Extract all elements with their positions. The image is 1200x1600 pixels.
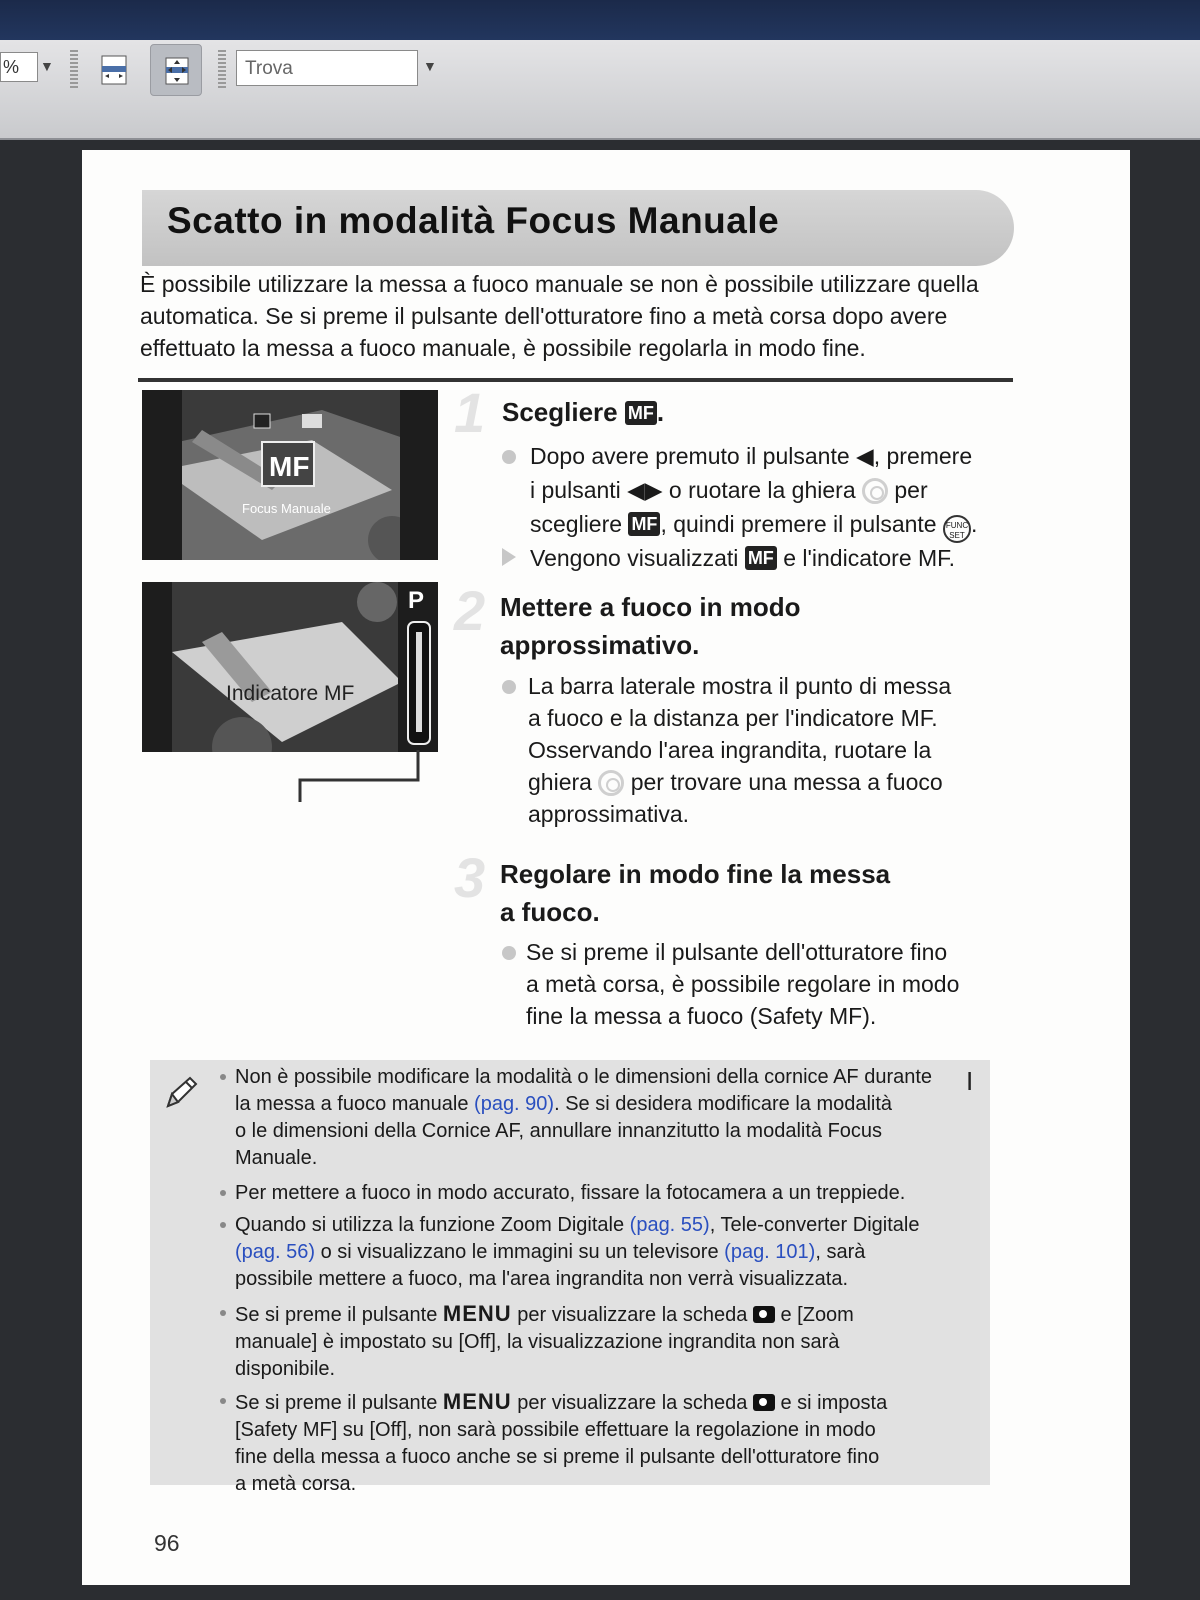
menu-button-label: MENU (442, 1389, 512, 1414)
page-number: 96 (154, 1530, 180, 1556)
pencil-icon (160, 1074, 200, 1114)
fit-width-button[interactable] (88, 44, 140, 96)
step-2-text: La barra laterale mostra il punto di messa a fuoco e la distanza per l'indicatore MF. Osservando l'area ingrandita, ruotare la ghiera per trovare una messa a fuoco approssimativa. (528, 673, 952, 827)
find-input[interactable]: Trova (236, 50, 418, 86)
zoom-field[interactable]: % (0, 52, 38, 82)
note-bullet (220, 1074, 226, 1080)
page-link[interactable]: (pag. 90) (474, 1093, 555, 1115)
step-1-line-3: scegliere MF , quindi premere il pulsante FUNC SET . (530, 508, 977, 543)
menu-button-label: MENU (442, 1301, 512, 1326)
mf-mode-label: MF (269, 451, 310, 482)
note-bullet (220, 1398, 226, 1404)
toolbar-grip[interactable] (218, 50, 226, 90)
page-title: Scatto in modalità Focus Manuale (167, 200, 780, 241)
note-bullet (220, 1190, 226, 1196)
note-af-frame: Non è possibile modificare la modalità o le dimensioni della cornice AF durante la messa a fuoco manuale (pag. 90). Se si desidera modificare la modalità o le dimensioni della Cornice AF, annullare innanzitutto la modalità Focus Manuale. (235, 1066, 933, 1169)
page-link[interactable]: (pag. 56) (235, 1241, 316, 1263)
page-link[interactable]: (pag. 101) (724, 1241, 816, 1263)
intro-paragraph: È possibile utilizzare la messa a fuoco manuale se non è possibile utilizzare quella automatica. Se si preme il pulsante dell'otturatore fino a metà corsa dopo avere effettuato la messa a fuoco manuale, è possibile regolarla in modo fine. (140, 271, 979, 361)
notes-box (150, 1060, 990, 1495)
text-cursor-icon: I (966, 1066, 974, 1096)
camera-screen-mf-menu (142, 390, 438, 560)
mf-indicator-callout: Indicatore MF (226, 682, 355, 705)
camera-tab-icon (753, 1394, 775, 1411)
callout-line (292, 750, 432, 806)
camera-tab-icon (753, 1306, 775, 1323)
mf-icon: MF (628, 512, 660, 536)
mf-icon: MF (745, 546, 777, 570)
note-bullet (220, 1310, 226, 1316)
bullet-dot (502, 946, 516, 960)
step-2-title: Mettere a fuoco in modo approssimativo. (500, 592, 801, 660)
toolbar-grip[interactable] (70, 50, 78, 90)
title-banner (142, 190, 1014, 266)
step-2-number: 2 (454, 579, 486, 642)
focus-manual-caption: Focus Manuale (242, 501, 331, 516)
fit-page-icon (161, 55, 193, 87)
bullet-dot (502, 680, 516, 694)
note-manual-zoom: Se si preme il pulsante MENU per visualizzare la scheda e [Zoom manuale] è impostato su [Off], la visualizzazione ingrandita non sarà disponibile. (235, 1301, 854, 1380)
bullet-dot (502, 450, 516, 464)
result-arrow-icon (502, 548, 516, 566)
note-digital-zoom: Quando si utilizza la funzione Zoom Digitale (pag. 55), Tele-converter Digitale (pag. 56) o si visualizzano le immagini su un televisore (pag. 101), sarà possibile mettere a fuoco, ma l'area ingrandita non verrà visualizzata. (235, 1214, 920, 1290)
divider (138, 378, 1013, 382)
shooting-mode: P (408, 587, 425, 614)
control-dial-icon (862, 478, 888, 504)
step-3-number: 3 (454, 846, 486, 909)
find-dropdown-icon[interactable]: ▼ (423, 58, 437, 74)
func-set-button-icon: FUNC SET (943, 515, 971, 543)
note-tripod: Per mettere a fuoco in modo accurato, fissare la fotocamera a un treppiede. (235, 1182, 906, 1204)
zoom-dropdown-icon[interactable]: ▼ (40, 58, 54, 74)
fit-page-button[interactable] (150, 44, 202, 96)
step-1-number: 1 (454, 381, 486, 444)
control-dial-icon (598, 770, 624, 796)
step-1-line-1: Dopo avere premuto il pulsante ◀, premere (530, 443, 973, 469)
step-1-result: Vengono visualizzati MF e l'indicatore MF. (530, 545, 956, 571)
step-1-line-2: i pulsanti ◀▶ o ruotare la ghiera per (530, 477, 928, 503)
title-bar-background (0, 0, 1200, 40)
mf-icon: MF (625, 401, 657, 425)
fit-width-icon (98, 54, 130, 86)
document-page (82, 150, 1130, 1585)
step-1-title: Scegliere MF . (502, 397, 665, 427)
camera-screen-mf-indicator (142, 582, 438, 752)
page-link[interactable]: (pag. 55) (629, 1214, 710, 1236)
note-bullet (220, 1222, 226, 1228)
step-3-title: Regolare in modo fine la messa a fuoco. (500, 859, 891, 927)
step-3-text: Se si preme il pulsante dell'otturatore fino a metà corsa, è possibile regolare in modo fine la messa a fuoco (Safety MF). (526, 939, 960, 1029)
note-safety-mf: Se si preme il pulsante MENU per visualizzare la scheda e si imposta [Safety MF] su [Off], non sarà possibile effettuare la regolazione in modo fine della messa a fuoco anche se si preme il pulsante dell'otturatore fino a metà corsa. (235, 1389, 888, 1495)
